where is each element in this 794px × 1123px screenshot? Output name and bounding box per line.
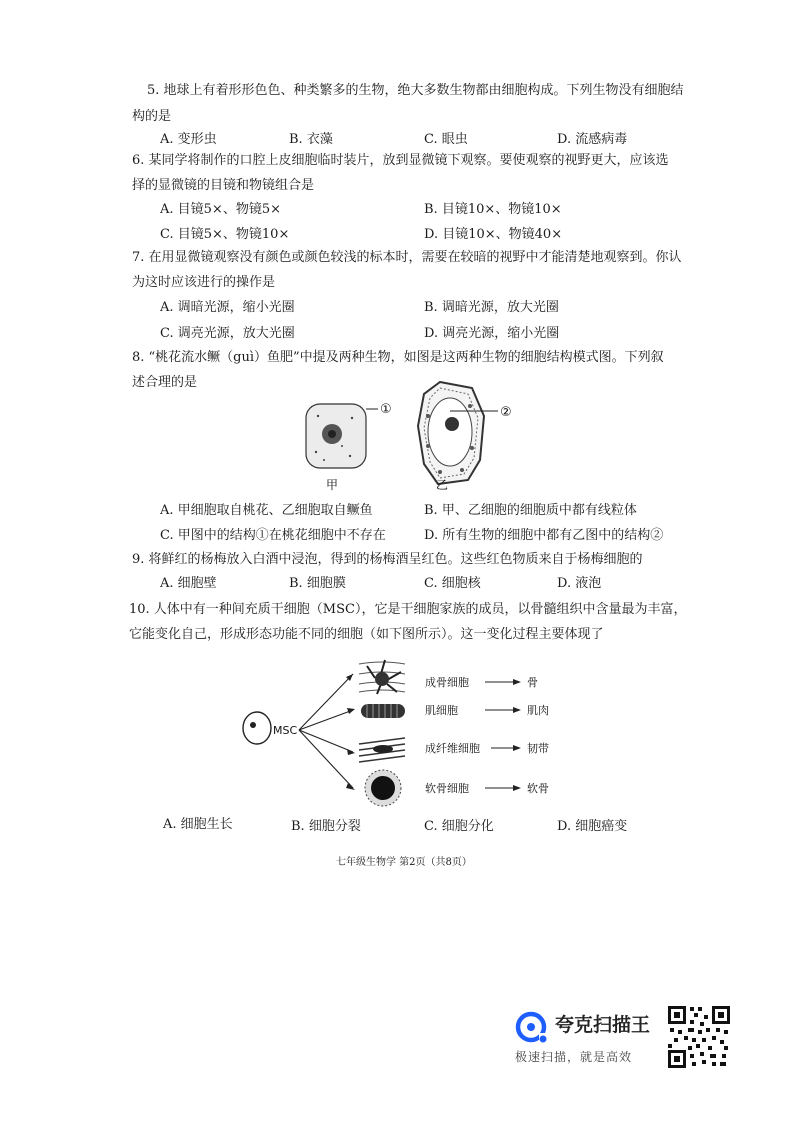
msc-label: MSC xyxy=(273,724,298,737)
ligament-label: 韧带 xyxy=(527,742,549,755)
q7-stem-line2: 为这时应该进行的操作是 xyxy=(132,275,276,290)
q10-option-a: A. 细胞生长 xyxy=(163,817,233,832)
chondrocyte-image xyxy=(365,770,401,806)
cell-label-1: ① xyxy=(380,402,392,417)
cell-label-2: ② xyxy=(500,405,512,420)
q7-option-c: C. 调亮光源，放大光圈 xyxy=(160,326,295,341)
cell-b-diagram xyxy=(418,382,498,484)
quark-logo-icon xyxy=(514,1010,550,1044)
bone-label: 骨 xyxy=(527,676,538,689)
q6-option-a: A. 目镜5×、物镜5× xyxy=(160,202,281,217)
osteoblast-label: 成骨细胞 xyxy=(425,676,469,689)
muscle-label: 肌肉 xyxy=(527,704,549,717)
q9-option-b: B. 细胞膜 xyxy=(289,576,346,591)
q8-option-d: D. 所有生物的细胞中都有乙图中的结构② xyxy=(424,528,664,543)
msc-cell xyxy=(243,712,271,744)
q10-option-c: C. 细胞分化 xyxy=(424,819,494,834)
q5-option-d: D. 流感病毒 xyxy=(557,132,628,147)
q5-option-b: B. 衣藻 xyxy=(289,132,333,147)
muscle-cell-image xyxy=(361,704,405,718)
q9-option-d: D. 液泡 xyxy=(557,576,602,591)
muscle-cell-label: 肌细胞 xyxy=(425,704,458,717)
cell-a-caption: 甲 xyxy=(325,478,339,492)
page-footer: 七年级生物学 第2页（共8页） xyxy=(336,857,472,868)
q10-option-b: B. 细胞分裂 xyxy=(291,819,361,834)
q5-option-c: C. 眼虫 xyxy=(424,132,468,147)
cell-b-caption: 乙 xyxy=(435,478,449,492)
q5-option-a: A. 变形虫 xyxy=(160,132,217,147)
q9-stem-line1: 9. 将鲜红的杨梅放入白酒中浸泡，得到的杨梅酒呈红色。这些红色物质来自于杨梅细胞的 xyxy=(132,552,643,567)
q5-stem-line1: 5. 地球上有着形形色色、种类繁多的生物，绝大多数生物都由细胞构成。下列生物没有细胞结 xyxy=(147,83,684,98)
q9-option-a: A. 细胞壁 xyxy=(160,576,217,591)
q8-option-c: C. 甲图中的结构①在桃花细胞中不存在 xyxy=(160,528,386,543)
q6-stem-line1: 6. 某同学将制作的口腔上皮细胞临时装片，放到显微镜下观察。要使观察的视野更大，应该选 xyxy=(132,153,669,168)
q8-stem-line1: 8. “桃花流水鳜（guì）鱼肥”中提及两种生物，如图是这两种生物的细胞结构模式图。下列叙 xyxy=(132,350,664,365)
q8-cell-figure xyxy=(300,376,540,496)
cartilage-label: 软骨 xyxy=(527,782,549,795)
watermark-brand-name: 夸克扫描王 xyxy=(555,1014,651,1036)
cell-b-vacuole xyxy=(428,398,472,466)
q6-option-b: B. 目镜10×、物镜10× xyxy=(424,202,562,217)
q8-option-b: B. 甲、乙细胞的细胞质中都有线粒体 xyxy=(424,503,637,518)
fibroblast-label: 成纤维细胞 xyxy=(425,742,480,755)
q9-option-c: C. 细胞核 xyxy=(424,576,481,591)
q10-differentiation-figure xyxy=(235,652,575,812)
cell-b-nucleus xyxy=(445,417,459,431)
q10-stem-line2: 它能变化自己，形成形态功能不同的细胞（如下图所示）。这一变化过程主要体现了 xyxy=(129,627,604,642)
q7-stem-line1: 7. 在用显微镜观察没有颜色或颜色较浅的标本时，需要在较暗的视野中才能清楚地观察到。你认 xyxy=(132,250,682,265)
q7-option-b: B. 调暗光源，放大光圈 xyxy=(424,300,559,315)
q8-stem-line2: 述合理的是 xyxy=(132,375,198,390)
q6-option-c: C. 目镜5×、物镜10× xyxy=(160,227,290,242)
chondrocyte-label: 软骨细胞 xyxy=(425,782,469,795)
watermark-slogan: 极速扫描，就是高效 xyxy=(515,1050,633,1064)
q6-stem-line2: 择的显微镜的目镜和物镜组合是 xyxy=(132,178,315,193)
osteoblast-image xyxy=(359,658,405,694)
cell-a-diagram xyxy=(306,404,378,468)
q10-option-d: D. 细胞癌变 xyxy=(557,819,628,834)
qr-code-icon xyxy=(666,1004,732,1070)
q7-option-d: D. 调亮光源，缩小光圈 xyxy=(424,326,560,341)
q5-stem-line2: 构的是 xyxy=(132,109,172,124)
q10-stem-line1: 10. 人体中有一种间充质干细胞（MSC），它是干细胞家族的成员，以骨髓组织中含量最为丰富， xyxy=(129,602,687,617)
q8-option-a: A. 甲细胞取自桃花、乙细胞取自鳜鱼 xyxy=(160,503,373,518)
fibroblast-image xyxy=(359,738,405,762)
q6-option-d: D. 目镜10×、物镜40× xyxy=(424,227,563,242)
q7-option-a: A. 调暗光源，缩小光圈 xyxy=(160,300,295,315)
